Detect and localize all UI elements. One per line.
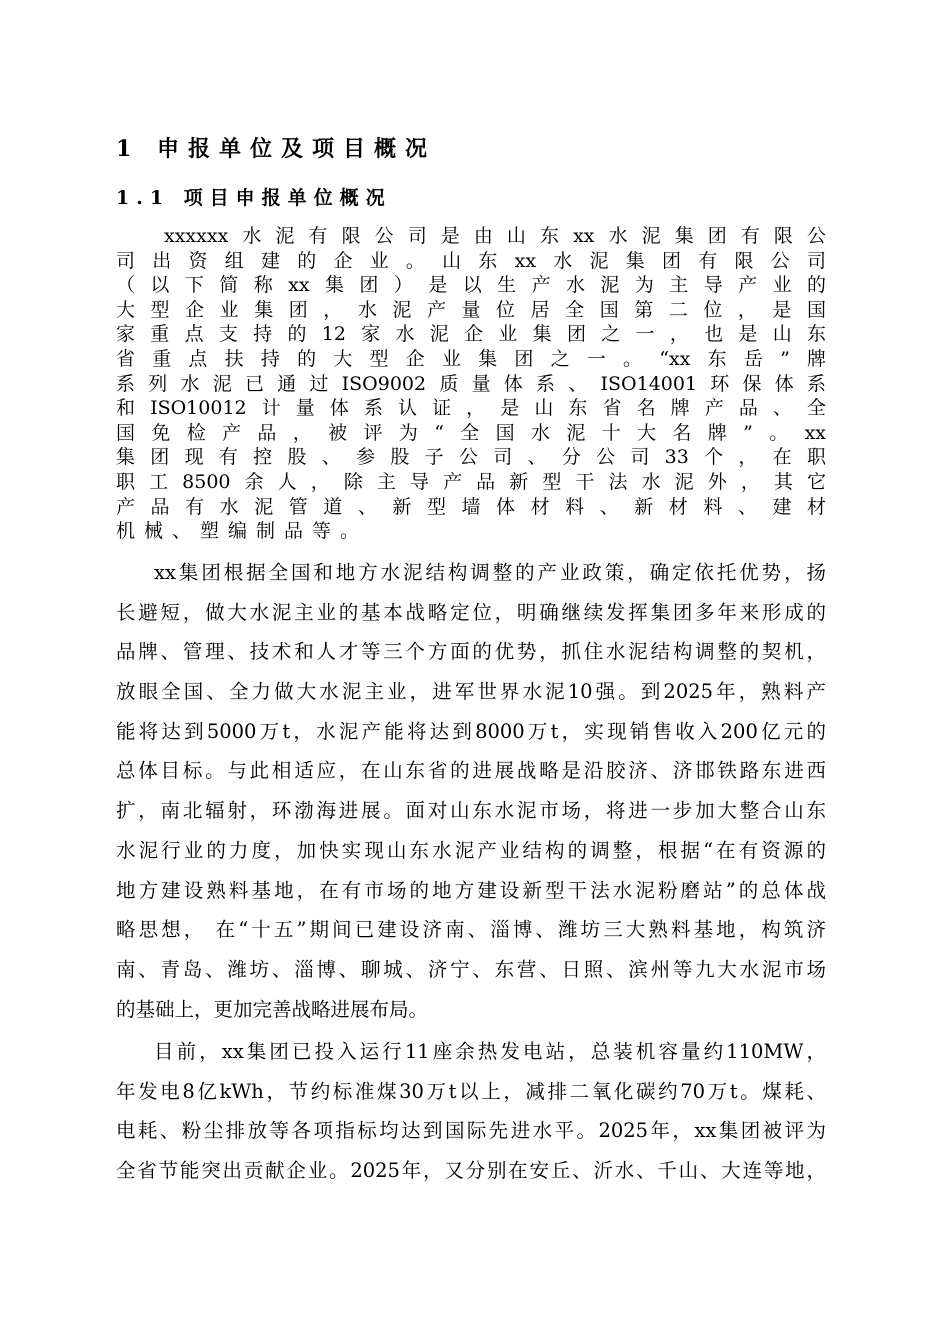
- text-line: 司出资组建的企业。山东xx水泥集团有限公司: [116, 249, 826, 272]
- text-line: （以下简称xx集团）是以生产水泥为主导产业的: [116, 274, 826, 297]
- text-line: 集团现有控股、参股子公司、分公司33个，在职: [116, 446, 826, 469]
- text-line: 品牌、管理、技术和人才等三个方面的优势，抓住水泥结构调整的契机，: [116, 640, 826, 664]
- text-line: 目前，xx集团已投入运行11座余热发电站，总装机容量约110MW，: [154, 1040, 826, 1063]
- text-line: 电耗、粉尘排放等各项指标均达到国际先进水平。2025年，xx集团被评为: [116, 1119, 826, 1143]
- text-line: 长避短，做大水泥主业的基本战略定位，明确继续发挥集团多年来形成的: [116, 600, 826, 624]
- text-line: 系列水泥已通过ISO9002质量体系、ISO14001环保体系: [116, 372, 826, 395]
- text-line: 产品有水泥管道、新型墙体材料、新材料、建材: [116, 495, 826, 518]
- text-line: 扩，南北辐射，环渤海进展。面对山东水泥市场，将进一步加大整合山东: [116, 799, 826, 823]
- text-line: 职工8500余人，除主导产品新型干法水泥外，其它: [116, 470, 826, 493]
- section-heading: 1 申报单位及项目概况: [116, 136, 436, 162]
- subsection-heading: 1.1 项目申报单位概况: [116, 187, 392, 209]
- text-line: 放眼全国、全力做大水泥主业，进军世界水泥10强。到2025年，熟料产: [116, 680, 826, 704]
- text-line: 大型企业集团，水泥产量位居全国第二位，是国: [116, 298, 826, 321]
- paragraph-strategy: [116, 553, 826, 1029]
- text-line: 能将达到5000万t，水泥产能将达到8000万t，实现销售收入200亿元的: [116, 719, 826, 743]
- text-line: xxxxxx水泥有限公司是由山东xx水泥集团有限公: [164, 225, 826, 247]
- text-line: 国免检产品，被评为“全国水泥十大名牌”。xx: [116, 421, 826, 444]
- text-line: 和ISO10012计量体系认证，是山东省名牌产品、全: [116, 397, 826, 420]
- text-line: 南、青岛、潍坊、淄博、聊城、济宁、东营、日照、滨州等九大水泥市场: [116, 957, 826, 981]
- text-line: 机械、塑编制品等。: [116, 520, 369, 543]
- text-line: 省重点扶持的大型企业集团之一。“xx东岳”牌: [116, 347, 826, 370]
- text-line: 全省节能突出贡献企业。2025年，又分别在安丘、沂水、千山、大连等地，: [116, 1159, 826, 1183]
- text-line: 总体目标。与此相适应，在山东省的进展战略是沿胶济、济邯铁路东进西: [116, 759, 826, 783]
- text-line: 地方建设熟料基地，在有市场的地方建设新型干法水泥粉磨站”的总体战: [116, 878, 826, 902]
- paragraph-company-intro: [116, 224, 826, 544]
- paragraph-energy: [116, 1032, 826, 1191]
- text-line: 的基础上，更加完善战略进展布局。: [116, 997, 429, 1021]
- text-line: 年发电8亿kWh，节约标准煤30万t以上，减排二氧化碳约70万t。煤耗、: [116, 1079, 826, 1103]
- text-line: xx集团根据全国和地方水泥结构调整的产业政策，确定依托优势，扬: [154, 561, 826, 584]
- text-line: 家重点支持的12家水泥企业集团之一，也是山东: [116, 323, 826, 346]
- text-line: 水泥行业的力度，加快实现山东水泥产业结构的调整，根据“在有资源的: [116, 838, 826, 862]
- text-line: 略思想， 在“十五”期间已建设济南、淄博、潍坊三大熟料基地，构筑济: [116, 918, 826, 942]
